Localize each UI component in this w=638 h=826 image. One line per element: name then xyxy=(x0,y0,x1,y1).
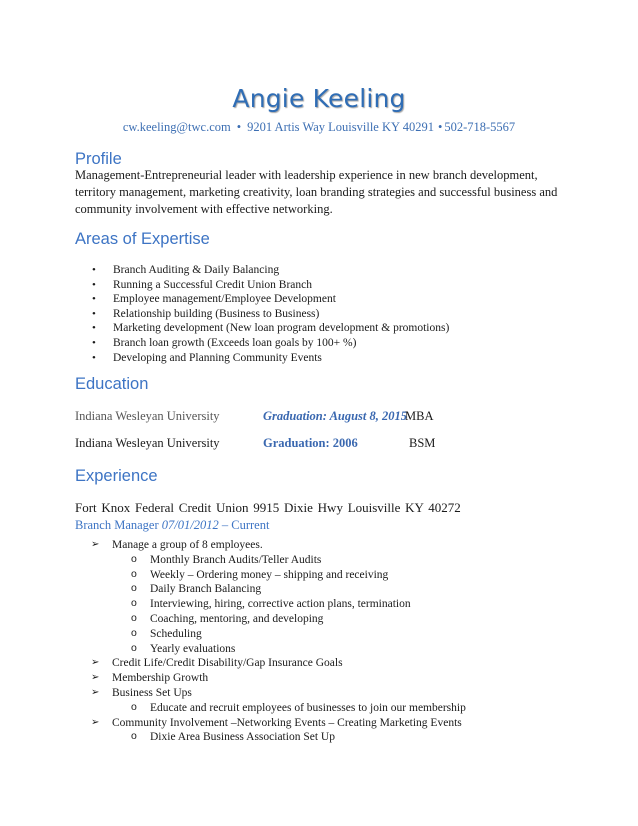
experience-list xyxy=(75,538,466,745)
list-item: o Monthly Branch Audits/Teller Audits xyxy=(75,553,466,568)
education-row xyxy=(75,436,575,452)
experience-heading: Experience xyxy=(75,467,158,485)
list-item: o Dixie Area Business Association Set Up xyxy=(75,730,466,745)
graduation-date: Graduation: 2006 xyxy=(263,436,358,450)
list-item: • Branch Auditing & Daily Balancing xyxy=(75,263,449,278)
graduation-date: Graduation: August 8, 2015 xyxy=(263,409,408,423)
profile-text: Management-Entrepreneurial leader with leadership experience in new branch development, territory management, marketing creativity, loan branding strategies and successful business and community involvement with effective networking. xyxy=(75,168,558,216)
list-item: o Yearly evaluations xyxy=(75,642,466,657)
contact-line xyxy=(0,120,638,135)
list-item: • Relationship building (Business to Business) xyxy=(75,307,449,322)
bullet-separator-icon: • xyxy=(236,120,242,134)
expertise-heading: Areas of Expertise xyxy=(75,230,210,248)
resume-name: Angie Keeling xyxy=(232,84,406,113)
list-item: ➢ Community Involvement –Networking Events – Creating Marketing Events xyxy=(75,716,466,731)
company-line: Fort Knox Federal Credit Union 9915 Dixie Hwy Louisville KY 40272 xyxy=(75,500,461,515)
list-item: • Employee management/Employee Development xyxy=(75,292,449,307)
degree: MBA xyxy=(405,409,434,423)
list-item: ➢ Credit Life/Credit Disability/Gap Insurance Goals xyxy=(75,656,466,671)
list-item: • Running a Successful Credit Union Branch xyxy=(75,278,449,293)
education-heading: Education xyxy=(75,375,149,393)
degree: BSM xyxy=(409,436,436,450)
role-line xyxy=(75,518,269,533)
role-dates: 07/01/2012 xyxy=(161,518,219,532)
school-name: Indiana Wesleyan University xyxy=(75,436,220,450)
list-item: o Weekly – Ordering money – shipping and receiving xyxy=(75,568,466,583)
list-item: ➢ Manage a group of 8 employees. xyxy=(75,538,466,553)
bullet-separator-icon: • xyxy=(437,120,443,134)
list-item: o Coaching, mentoring, and developing xyxy=(75,612,466,627)
list-item: o Daily Branch Balancing xyxy=(75,582,466,597)
list-item: • Branch loan growth (Exceeds loan goals by 100+ %) xyxy=(75,336,449,351)
education-row xyxy=(75,409,575,425)
list-item: ➢ Membership Growth xyxy=(75,671,466,686)
phone-text: 502-718-5567 xyxy=(444,120,516,134)
list-item: • Marketing development (New loan program development & promotions) xyxy=(75,321,449,336)
list-item: o Scheduling xyxy=(75,627,466,642)
school-name: Indiana Wesleyan University xyxy=(75,409,220,423)
list-item: o Educate and recruit employees of businesses to join our membership xyxy=(75,701,466,716)
list-item: o Interviewing, hiring, corrective action plans, termination xyxy=(75,597,466,612)
address-text: 9201 Artis Way Louisville KY 40291 xyxy=(247,120,434,134)
profile-heading: Profile xyxy=(75,150,122,168)
list-item: • Developing and Planning Community Events xyxy=(75,351,449,366)
role-status: – Current xyxy=(221,518,270,532)
list-item: ➢ Business Set Ups xyxy=(75,686,466,701)
expertise-list xyxy=(75,263,449,365)
email-text: cw.keeling@twc.com xyxy=(122,120,231,134)
role-title: Branch Manager xyxy=(75,518,159,532)
